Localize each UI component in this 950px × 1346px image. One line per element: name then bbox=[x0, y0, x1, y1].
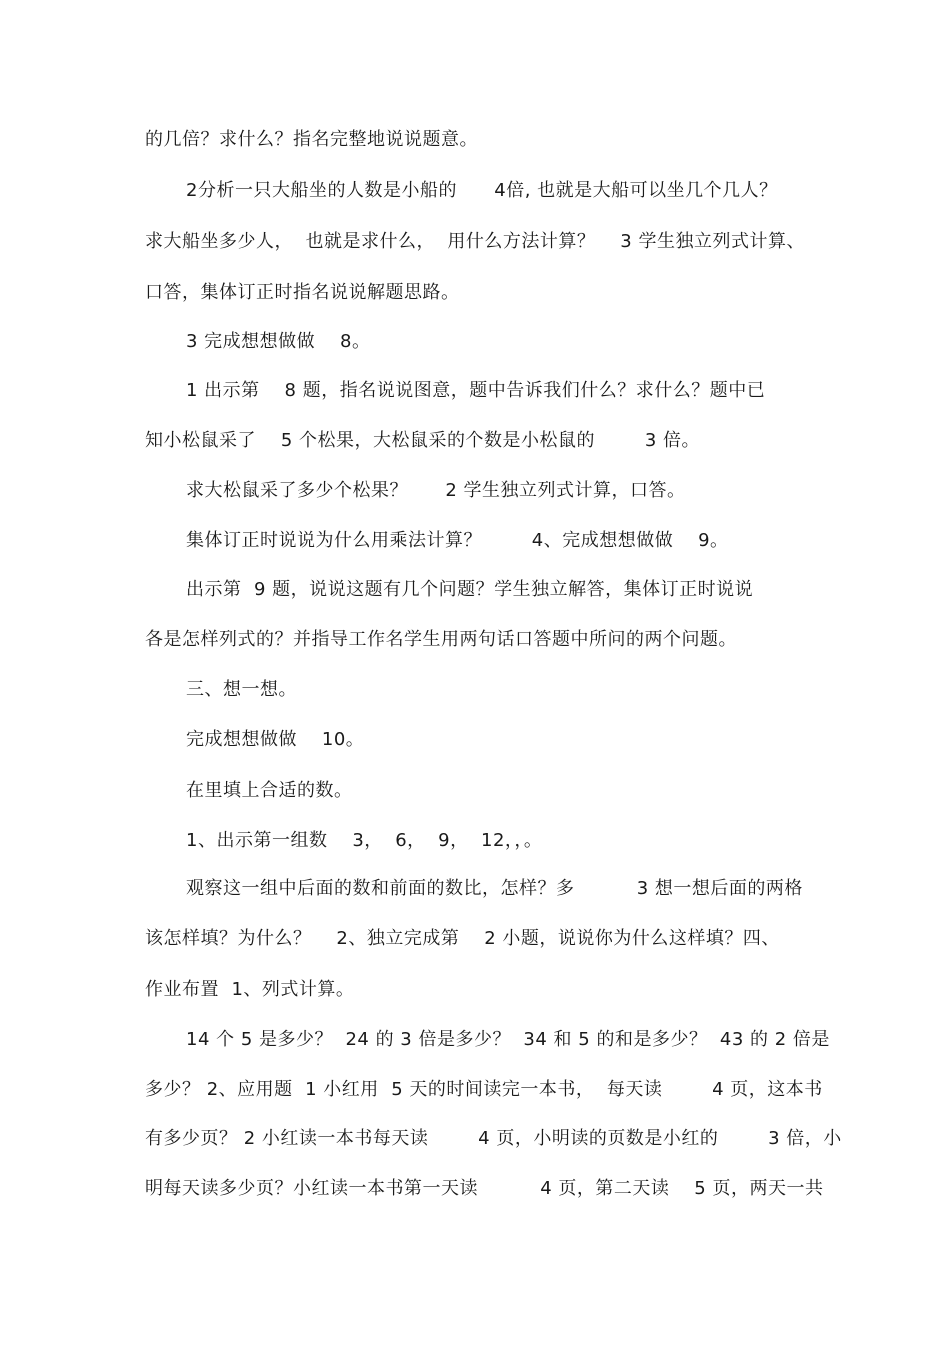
text-line: 有多少页？ 2 小红读一本书每天读 4 页，小明读的页数是小红的 3 倍，小 bbox=[145, 1128, 842, 1149]
text-line: 1、出示第一组数 3， 6， 9， 12，，。 bbox=[186, 830, 543, 851]
text-line: 完成想想做做 10。 bbox=[186, 729, 365, 750]
text-line: 求大船坐多少人， 也就是求什么， 用什么方法计算？ 3 学生独立列式计算、 bbox=[145, 231, 805, 252]
text-line: 求大松鼠采了多少个松果？ 2 学生独立列式计算，口答。 bbox=[186, 480, 686, 501]
text-line: 1 出示第 8 题，指名说说图意，题中告诉我们什么？求什么？题中已 bbox=[186, 380, 766, 401]
text-line: 各是怎样列式的？并指导工作名学生用两句话口答题中所问的两个问题。 bbox=[145, 629, 737, 650]
text-line: 作业布置 1、列式计算。 bbox=[145, 979, 355, 1000]
text-line: 2分析一只大船坐的人数是小船的 4倍, 也就是大船可以坐几个几人？ bbox=[186, 180, 778, 201]
text-line: 的几倍？求什么？指名完整地说说题意。 bbox=[145, 129, 478, 150]
text-line: 口答，集体订正时指名说说解题思路。 bbox=[145, 282, 460, 303]
text-line: 14 个 5 是多少？ 24 的 3 倍是多少？ 34 和 5 的和是多少？ 43 的 2 倍是 bbox=[186, 1029, 830, 1050]
text-line: 三、想一想。 bbox=[186, 679, 297, 700]
text-line: 该怎样填？为什么？ 2、独立完成第 2 小题，说说你为什么这样填？四、 bbox=[145, 928, 780, 949]
text-line: 多少？ 2、应用题 1 小红用 5 天的时间读完一本书， 每天读 4 页，这本书 bbox=[145, 1079, 823, 1100]
text-line: 观察这一组中后面的数和前面的数比，怎样？多 3 想一想后面的两格 bbox=[186, 878, 803, 899]
text-line: 知小松鼠采了 5 个松果，大松鼠采的个数是小松鼠的 3 倍。 bbox=[145, 430, 701, 451]
text-line: 在里填上合适的数。 bbox=[186, 780, 353, 801]
text-line: 集体订正时说说为什么用乘法计算？ 4、完成想想做做 9。 bbox=[186, 530, 729, 551]
text-line: 出示第 9 题，说说这题有几个问题？学生独立解答，集体订正时说说 bbox=[186, 579, 754, 600]
text-line: 明每天读多少页？小红读一本书第一天读 4 页，第二天读 5 页，两天一共 bbox=[145, 1178, 824, 1199]
text-line: 3 完成想想做做 8。 bbox=[186, 331, 371, 352]
